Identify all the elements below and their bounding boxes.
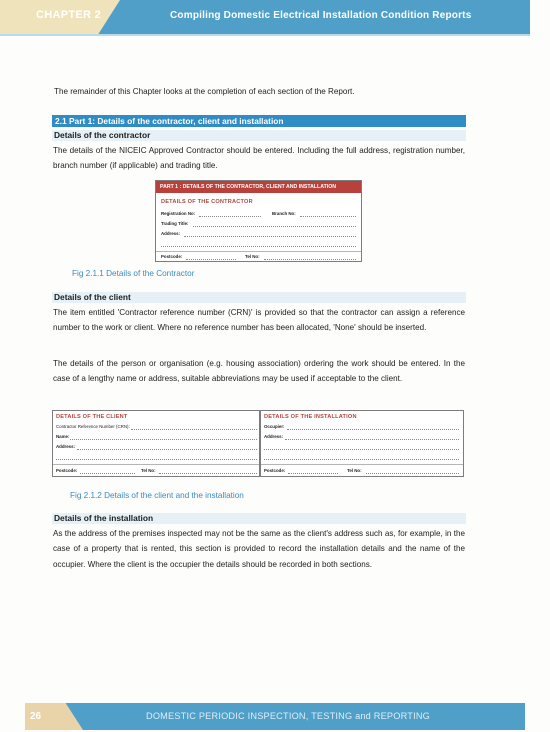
client-form-title: DETAILS OF THE CLIENT (56, 414, 128, 420)
installation-postcode-field[interactable] (288, 473, 338, 474)
postcode-field[interactable] (186, 259, 236, 260)
installation-form-divider (261, 464, 463, 465)
installation-postcode-label: Postcode: (264, 468, 286, 473)
form-divider (156, 251, 361, 252)
footer-text: DOMESTIC PERIODIC INSPECTION, TESTING and REPORTING (146, 711, 430, 721)
figure-caption: Fig 2.1.1 Details of the Contractor (72, 269, 195, 278)
installation-tel-label: Tel No: (347, 468, 362, 473)
client-postcode-field[interactable] (80, 473, 135, 474)
tel-label: Tel No: (245, 254, 260, 259)
client-paragraph-1: The item entitled 'Contractor reference number (CRN)' is provided so that the contractor can assign a reference number to the work or client. Where no reference number has been allocated, 'None' should be inserted. (53, 308, 465, 333)
client-form-divider (53, 464, 259, 465)
form-title: PART 1 : DETAILS OF THE CONTRACTOR, CLIENT AND INSTALLATION (156, 181, 361, 193)
trading-label: Trading Title: (161, 221, 189, 226)
occupier-field[interactable] (287, 429, 459, 430)
installation-tel-field[interactable] (366, 473, 459, 474)
header-title: Compiling Domestic Electrical Installation Condition Reports (170, 10, 472, 21)
client-paragraph-2: The details of the person or organisation (e.g. housing association) ordering the work should be entered. In the case of a lengthy name or address, suitable abbreviations may be used if acceptable to the client. (53, 359, 465, 384)
form-column-divider (259, 411, 261, 476)
contractor-paragraph: The details of the NICEIC Approved Contractor should be entered. Including the full address, registration number, branch number (if applicable) and trading title. (53, 146, 465, 171)
client-name-label: Name: (56, 434, 70, 439)
form-subtitle: DETAILS OF THE CONTRACTOR (161, 199, 253, 205)
client-tel-label: Tel No: (141, 468, 156, 473)
trading-field[interactable] (193, 226, 356, 227)
client-postcode-label: Postcode: (56, 468, 78, 473)
section-heading: 2.1 Part 1: Details of the contractor, client and installation (52, 115, 466, 127)
address-field-2[interactable] (161, 246, 356, 247)
installation-form-title: DETAILS OF THE INSTALLATION (264, 414, 357, 420)
contractor-heading: Details of the contractor (52, 130, 466, 141)
crn-field[interactable] (131, 429, 257, 430)
installation-address-field-3[interactable] (264, 459, 459, 460)
client-name-field[interactable] (70, 439, 257, 440)
client-address-field-2[interactable] (56, 459, 257, 460)
occupier-label: Occupier: (264, 424, 285, 429)
installation-address-label: Address: (264, 434, 284, 439)
contractor-form-figure (155, 180, 362, 262)
client-address-label: Address: (56, 444, 76, 449)
header-divider (0, 34, 530, 36)
page-number: 26 (30, 711, 42, 722)
address-field[interactable] (184, 236, 356, 237)
tel-field[interactable] (264, 259, 356, 260)
client-tel-field[interactable] (159, 473, 257, 474)
installation-address-field-2[interactable] (264, 449, 459, 450)
client-heading: Details of the client (52, 292, 466, 303)
client-address-field[interactable] (77, 449, 257, 450)
client-installation-form-figure (52, 410, 464, 477)
installation-paragraph: As the address of the premises inspected may not be the same as the client's address such as, for example, in the case of a property that is rented, this section is provided to record the installation details and the name of the occupier. Where the client is the occupier the details should be recorded in both sections. (53, 529, 465, 569)
address-label: Address: (161, 231, 181, 236)
crn-label: Contractor Reference Number (CRN): (56, 424, 130, 429)
intro-paragraph: The remainder of this Chapter looks at the completion of each section of the Report. (54, 87, 355, 96)
chapter-label: CHAPTER 2 (36, 9, 102, 21)
branch-label: Branch No: (272, 211, 296, 216)
installation-heading: Details of the installation (52, 513, 466, 524)
figure-caption-2: Fig 2.1.2 Details of the client and the installation (70, 491, 244, 500)
registration-label: Registration No: (161, 211, 196, 216)
postcode-label: Postcode: (161, 254, 183, 259)
registration-field[interactable] (199, 216, 261, 217)
branch-field[interactable] (300, 216, 356, 217)
installation-address-field[interactable] (285, 439, 459, 440)
